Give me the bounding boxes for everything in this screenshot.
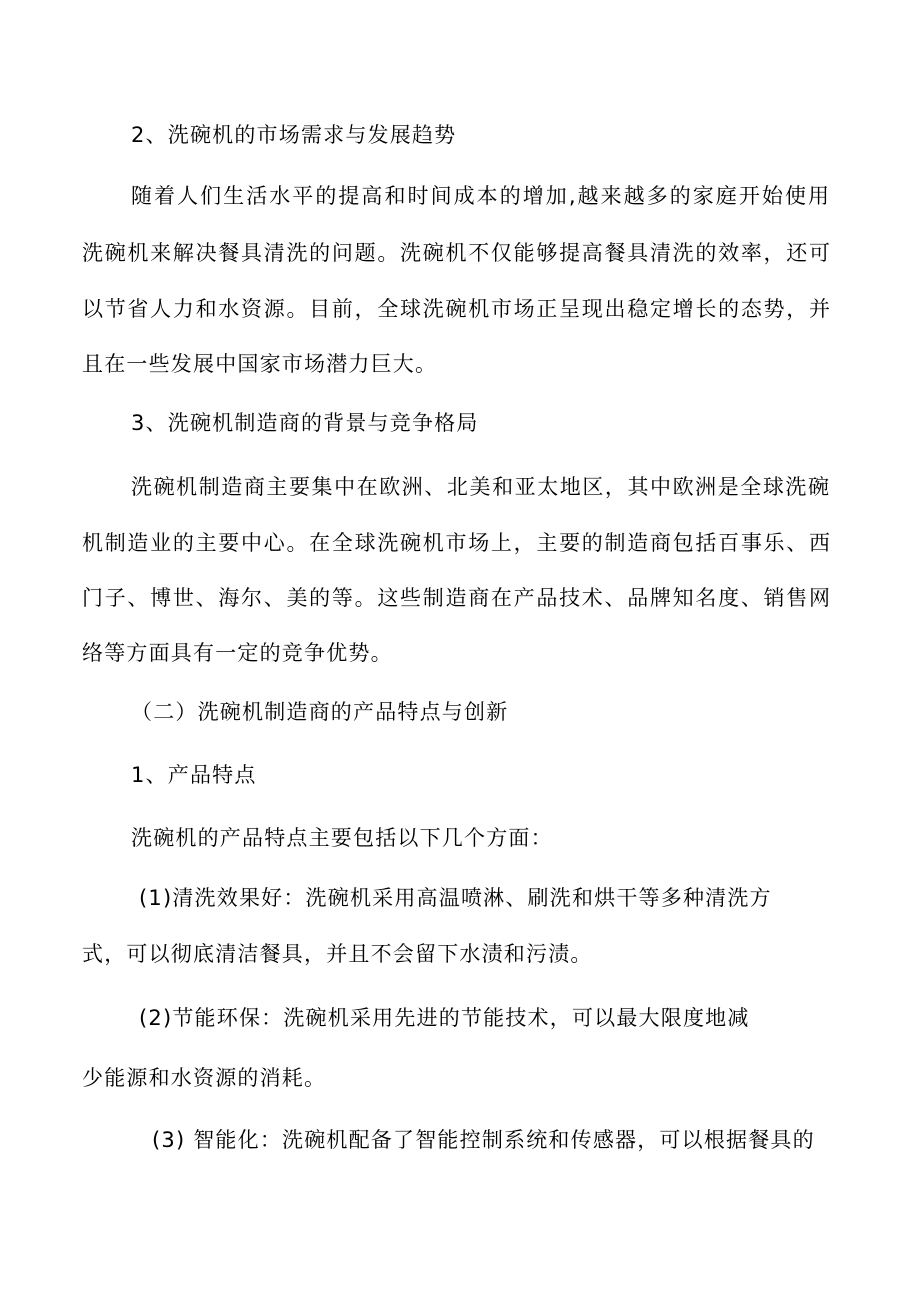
paragraph-line: 洗碗机来解决餐具清洗的问题。洗碗机不仅能够提高餐具清洗的效率，还可: [82, 241, 830, 265]
paragraph-line: 以节省人力和水资源。目前，全球洗碗机市场正呈现出稳定增长的态势，并: [82, 297, 830, 321]
paragraph-line: 门子、博世、海尔、美的等。这些制造商在产品技术、品牌知名度、销售网: [82, 586, 830, 610]
feature-item-3: (3) 智能化：洗碗机配备了智能控制系统和传感器，可以根据餐具的: [152, 1128, 815, 1152]
paragraph-line: 随着人们生活水平的提高和时间成本的增加,越来越多的家庭开始使用: [131, 184, 829, 208]
features-intro: 洗碗机的产品特点主要包括以下几个方面：: [131, 826, 553, 850]
heading-market-demand: 2、洗碗机的市场需求与发展趋势: [131, 123, 457, 147]
paragraph-line: 洗碗机制造商主要集中在欧洲、北美和亚太地区，其中欧洲是全球洗碗: [131, 475, 829, 499]
paragraph-line: 且在一些发展中国家市场潜力巨大。: [82, 352, 438, 376]
feature-item-2: (2)节能环保：洗碗机采用先进的节能技术，可以最大限度地减: [139, 1006, 750, 1030]
feature-item-1: (1)清洗效果好：洗碗机采用高温喷淋、刷洗和烘干等多种清洗方: [139, 886, 772, 910]
section-title: （二）洗碗机制造商的产品特点与创新: [131, 700, 509, 724]
feature-item-1-continued: 式，可以彻底清洁餐具，并且不会留下水渍和污渍。: [82, 942, 593, 966]
feature-item-2-continued: 少能源和水资源的消耗。: [82, 1066, 327, 1090]
paragraph-line: 络等方面具有一定的竞争优势。: [82, 641, 393, 665]
paragraph-line: 机制造业的主要中心。在全球洗碗机市场上，主要的制造商包括百事乐、西: [82, 531, 830, 555]
heading-manufacturers: 3、洗碗机制造商的背景与竞争格局: [131, 411, 479, 435]
heading-product-features: 1、产品特点: [131, 763, 257, 787]
